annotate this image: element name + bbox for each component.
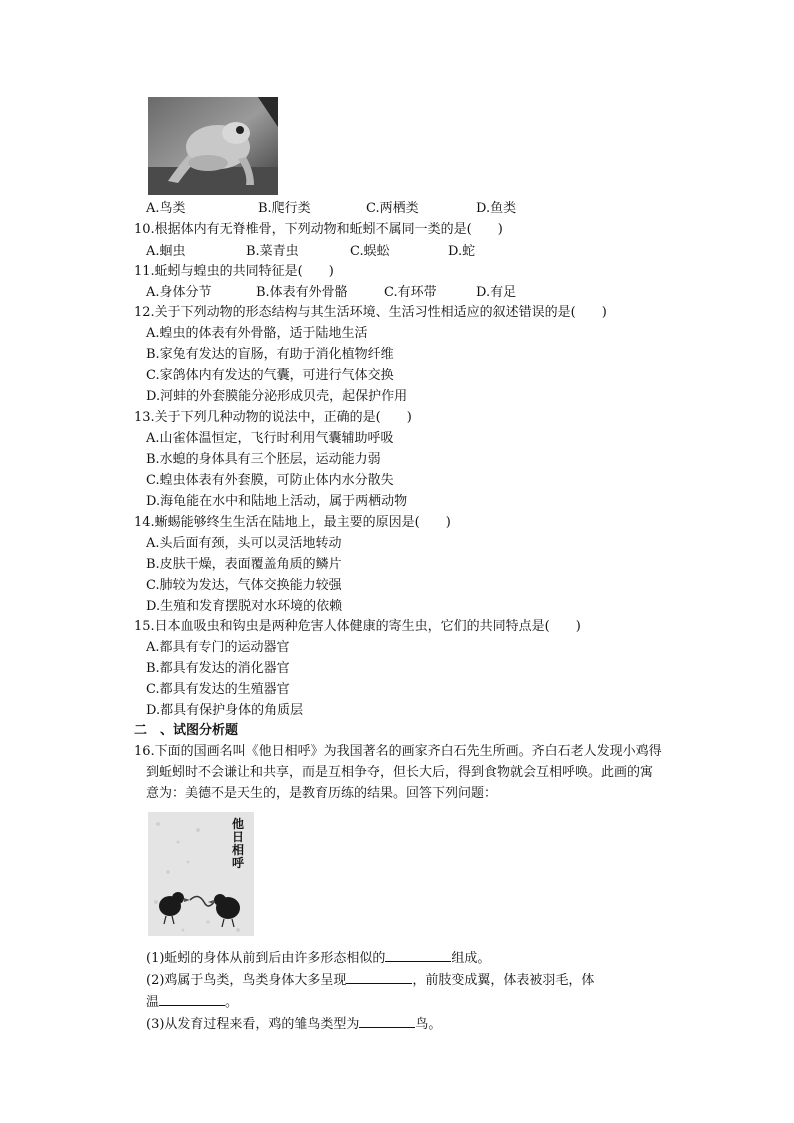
q16-sub2 bbox=[146, 971, 594, 990]
answer-blank-3[interactable] bbox=[159, 993, 225, 1006]
q16-sub3-text-a: (3)从发育过程来看，鸡的雏鸟类型为 bbox=[146, 1017, 360, 1032]
inscription-char: 相 bbox=[232, 843, 245, 857]
q15-stem: 15.日本血吸虫和钩虫是两种危害人体健康的寄生虫，它们的共同特点是( ) bbox=[134, 619, 581, 634]
q16-sub1-text-b: 组成。 bbox=[451, 951, 491, 966]
q12-option-d: D.河蚌的外套膜能分泌形成贝壳，起保护作用 bbox=[146, 389, 408, 404]
q10-option-b: B.菜青虫 bbox=[246, 244, 299, 259]
painting-image bbox=[148, 812, 254, 936]
q15-option-d: D.都具有保护身体的角质层 bbox=[146, 703, 304, 718]
q14-option-c: C.肺较为发达，气体交换能力较强 bbox=[146, 578, 342, 593]
frog-photo bbox=[148, 97, 278, 195]
q14-option-d: D.生殖和发育摆脱对水环境的依赖 bbox=[146, 599, 343, 614]
q15-option-c: C.都具有发达的生殖器官 bbox=[146, 682, 290, 697]
q14-option-a: A.头后面有颈，头可以灵活地转动 bbox=[146, 536, 342, 551]
section-heading: 二 、试图分析题 bbox=[134, 723, 239, 738]
q16-sub1-text-a: (1)蚯蚓的身体从前到后由许多形态相似的 bbox=[146, 951, 386, 966]
q16-sub2-text-b: ，前肢变成翼，体表被羽毛，体 bbox=[412, 973, 595, 988]
q16-stem-line-3: 意为：美德不是天生的，是教育历练的结果。回答下列问题： bbox=[146, 786, 498, 801]
q13-option-a: A.山雀体温恒定，飞行时利用气囊辅助呼吸 bbox=[146, 431, 394, 446]
q15-option-b: B.都具有发达的消化器官 bbox=[146, 661, 290, 676]
q16-sub1 bbox=[146, 949, 490, 968]
q10-stem: 10.根据体内有无脊椎骨，下列动物和蚯蚓不属同一类的是( ) bbox=[134, 222, 503, 237]
inscription-char: 呼 bbox=[232, 856, 245, 870]
q16-sub2-text-d: 。 bbox=[225, 995, 239, 1010]
q11-stem: 11.蚯蚓与蝗虫的共同特征是( ) bbox=[134, 264, 334, 279]
q12-option-a: A.蝗虫的体表有外骨骼，适于陆地生活 bbox=[146, 326, 368, 341]
q9-option-a: A.鸟类 bbox=[146, 201, 186, 216]
q16-sub3-text-b: 鸟。 bbox=[415, 1017, 442, 1032]
q13-option-d: D.海龟能在水中和陆地上活动，属于两栖动物 bbox=[146, 494, 408, 509]
inscription-char: 他 bbox=[232, 817, 245, 831]
q11-option-d: D.有足 bbox=[476, 285, 517, 300]
inscription-char: 日 bbox=[232, 830, 245, 844]
q15-option-a: A.都具有专门的运动器官 bbox=[146, 640, 290, 655]
answer-blank-2[interactable] bbox=[346, 971, 412, 984]
painting-inscription bbox=[232, 818, 246, 870]
q11-option-c: C.有环带 bbox=[384, 285, 437, 300]
q16-sub3 bbox=[146, 1015, 441, 1034]
q13-option-b: B.水螅的身体具有三个胚层，运动能力弱 bbox=[146, 452, 381, 467]
q16-sub2-text-a: (2)鸡属于鸟类，鸟类身体大多呈现 bbox=[146, 973, 347, 988]
q16-sub2-text-c: 温 bbox=[146, 995, 160, 1010]
q16-sub2-cont bbox=[146, 993, 238, 1012]
q13-option-c: C.蝗虫体表有外套膜，可防止体内水分散失 bbox=[146, 473, 394, 488]
answer-blank-1[interactable] bbox=[385, 949, 451, 962]
q9-option-b: B.爬行类 bbox=[258, 201, 311, 216]
q10-option-a: A.蛔虫 bbox=[146, 244, 186, 259]
q9-option-c: C.两栖类 bbox=[366, 201, 419, 216]
q12-option-c: C.家鸽体内有发达的气囊，可进行气体交换 bbox=[146, 368, 394, 383]
q12-option-b: B.家兔有发达的盲肠，有助于消化植物纤维 bbox=[146, 347, 394, 362]
q14-option-b: B.皮肤干燥，表面覆盖角质的鳞片 bbox=[146, 557, 342, 572]
q10-option-d: D.蛇 bbox=[448, 244, 476, 259]
q16-stem-line-2: 到蚯蚓时不会谦让和共享，而是互相争夺，但长大后，得到食物就会互相呼唤。此画的寓 bbox=[146, 765, 654, 780]
q14-stem: 14.蜥蜴能够终生生活在陆地上，最主要的原因是( ) bbox=[134, 515, 451, 530]
q12-stem: 12.关于下列动物的形态结构与其生活环境、生活习性相适应的叙述错误的是( ) bbox=[134, 305, 607, 320]
q11-option-a: A.身体分节 bbox=[146, 285, 212, 300]
q9-option-d: D.鱼类 bbox=[476, 201, 517, 216]
q11-option-b: B.体表有外骨骼 bbox=[256, 285, 348, 300]
q13-stem: 13.关于下列几种动物的说法中，正确的是( ) bbox=[134, 410, 412, 425]
q16-stem-line-1: 16.下面的国画名叫《他日相呼》为我国著名的画家齐白石先生所画。齐白石老人发现小鸡得 bbox=[134, 744, 662, 759]
answer-blank-4[interactable] bbox=[359, 1015, 415, 1028]
q10-option-c: C.蜈蚣 bbox=[350, 244, 390, 259]
